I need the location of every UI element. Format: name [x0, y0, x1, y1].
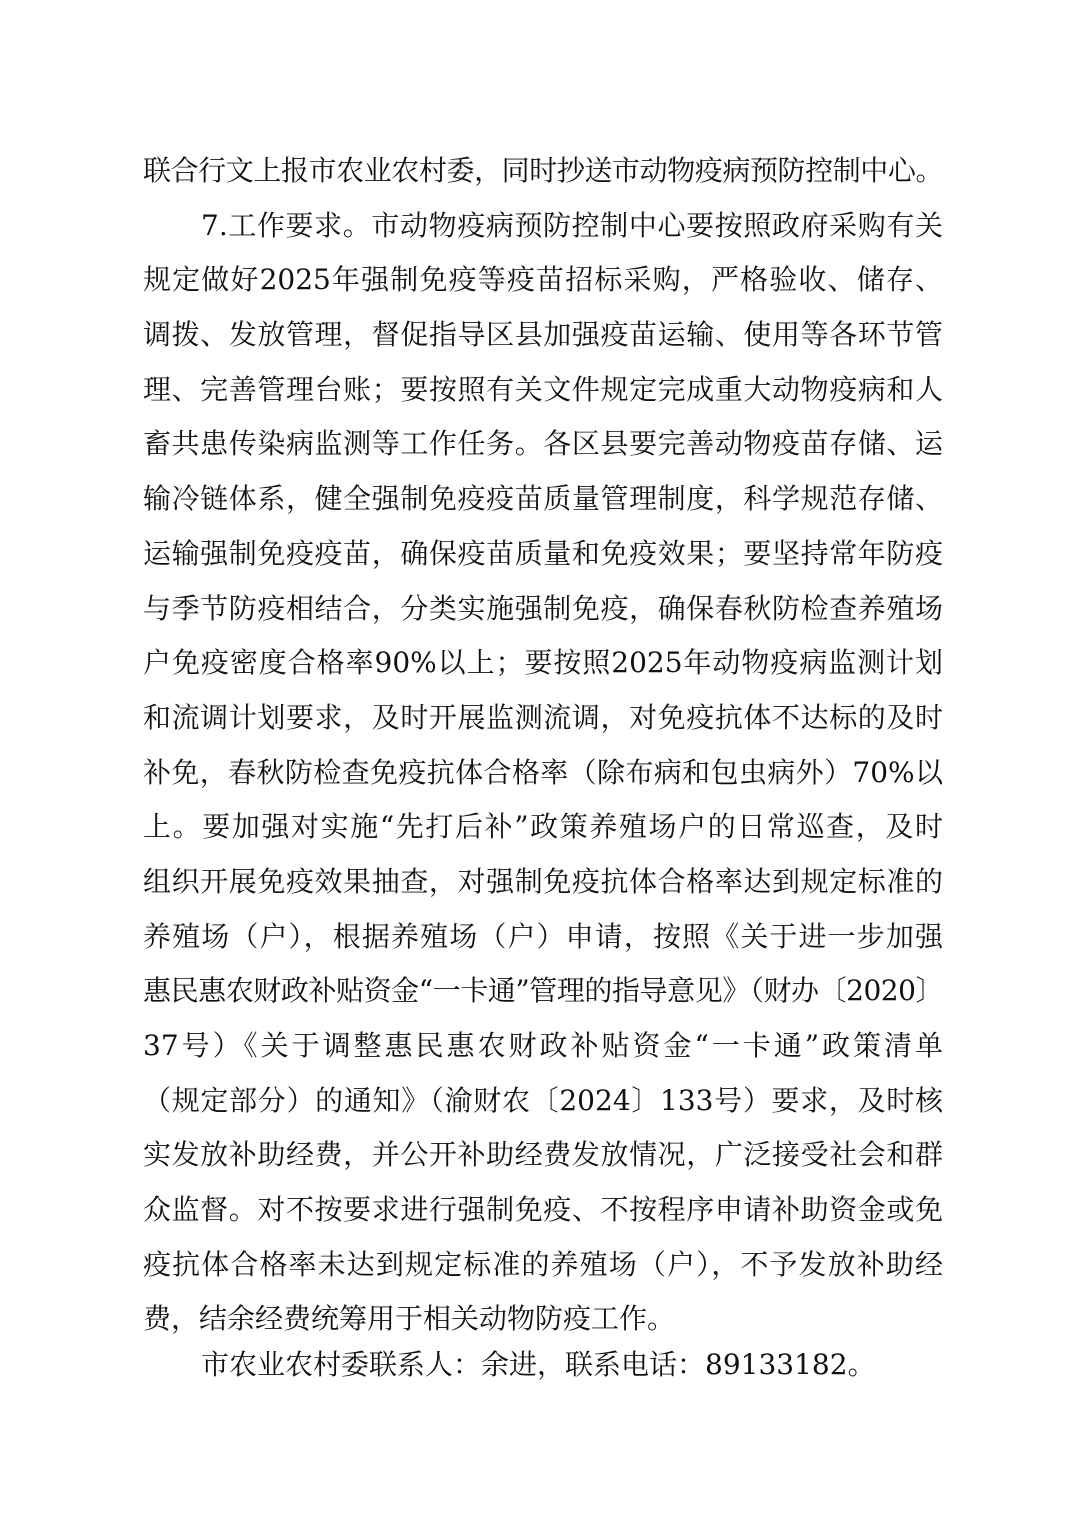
- contact-line: 市农业农村委联系人：余进，联系电话：89133182。: [201, 1348, 876, 1381]
- text-line: 输冷链体系，健全强制免疫疫苗质量管理制度，科学规范存储、: [143, 482, 943, 516]
- text-line: 费，结余经费统筹用于相关动物防疫工作。: [143, 1302, 676, 1336]
- text-line: 畜共患传染病监测等工作任务。各区县要完善动物疫苗存储、运: [143, 427, 943, 461]
- text-line: 理、完善管理台账；要按照有关文件规定完成重大动物疫病和人: [143, 372, 943, 406]
- text-line: 和流调计划要求，及时开展监测流调，对免疫抗体不达标的及时: [143, 700, 943, 734]
- text-line: 补免，春秋防检查免疫抗体合格率（除布病和包虫病外）70%以: [143, 755, 943, 789]
- text-line: 户免疫密度合格率90%以上；要按照2025年动物疫病监测计划: [143, 646, 943, 680]
- text-line: 组织开展免疫效果抽查，对强制免疫抗体合格率达到规定标准的: [143, 864, 943, 898]
- text-line: 37号）《关于调整惠民惠农财政补贴资金“一卡通”政策清单: [143, 1029, 943, 1062]
- text-line: 疫抗体合格率未达到规定标准的养殖场（户），不予发放补助经: [143, 1247, 943, 1281]
- body-text: [143, 144, 943, 1347]
- text-line: 规定做好2025年强制免疫等疫苗招标采购，严格验收、储存、: [143, 263, 943, 297]
- text-line: 运输强制免疫疫苗，确保疫苗质量和免疫效果；要坚持常年防疫: [143, 536, 943, 570]
- text-line: 惠民惠农财政补贴资金“一卡通”管理的指导意见》（财办〔2020〕: [143, 974, 943, 1008]
- text-line: 调拨、发放管理，督促指导区县加强疫苗运输、使用等各环节管: [143, 318, 943, 352]
- text-line: （规定部分）的通知》（渝财农〔2024〕133号）要求，及时核: [143, 1083, 943, 1117]
- text-line: 上。要加强对实施“先打后补”政策养殖场户的日常巡查，及时: [143, 810, 943, 844]
- text-line: 众监督。对不按要求进行强制免疫、不按程序申请补助资金或免: [143, 1193, 943, 1227]
- text-line: 与季节防疫相结合，分类实施强制免疫，确保春秋防检查养殖场: [143, 591, 943, 625]
- text-line: 实发放补助经费，并公开补助经费发放情况，广泛接受社会和群: [143, 1138, 943, 1172]
- section-7-heading-line: 7.工作要求。市动物疫病预防控制中心要按照政府采购有关: [201, 208, 943, 242]
- text-line: 养殖场（户），根据养殖场（户）申请，按照《关于进一步加强: [143, 919, 943, 953]
- text-line: 联合行文上报市农业农村委，同时抄送市动物疫病预防控制中心。: [143, 154, 943, 187]
